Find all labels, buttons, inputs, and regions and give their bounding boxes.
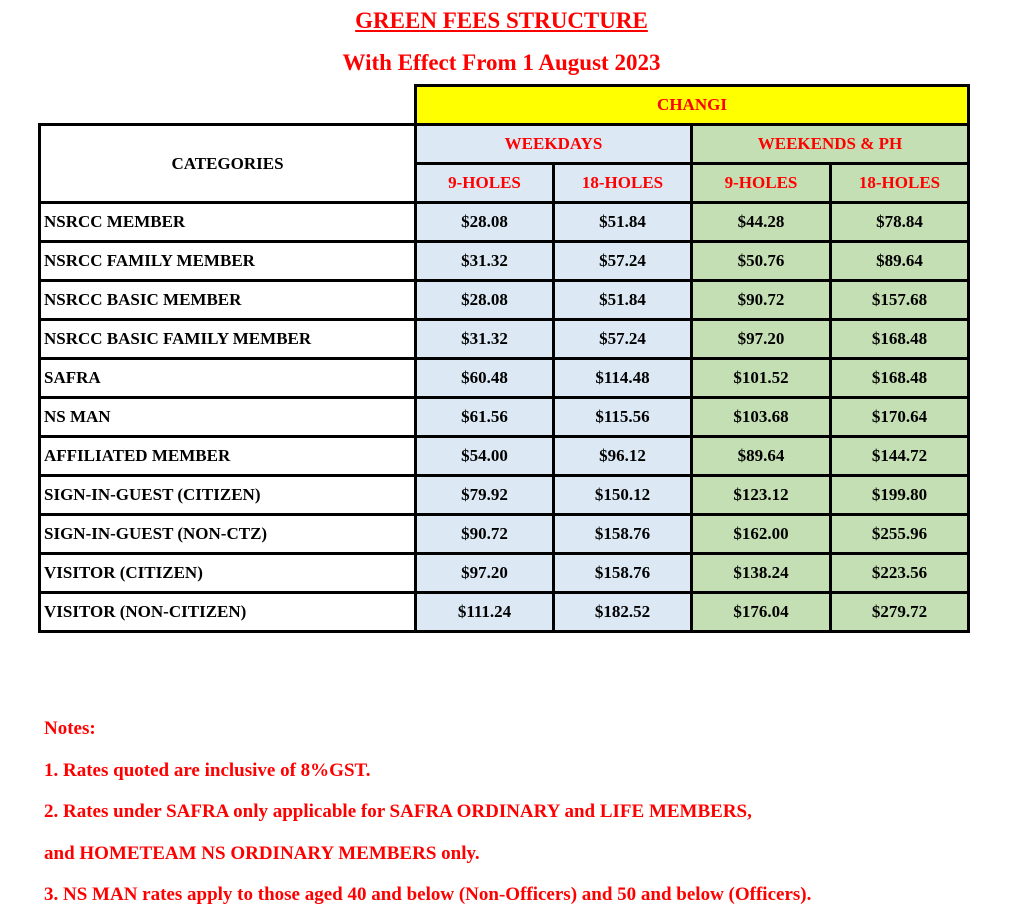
table-row: [40, 476, 969, 515]
weekday-9-holes-header: 9-HOLES: [416, 164, 554, 203]
weekday-18-holes-fee: $158.76: [554, 515, 692, 554]
weekend-18-holes-fee: $170.64: [831, 398, 969, 437]
period-header-row: [40, 125, 969, 164]
weekend-18-holes-fee: $78.84: [831, 203, 969, 242]
blank-cell: [40, 86, 416, 125]
location-header-row: [40, 86, 969, 125]
category-cell: NSRCC BASIC FAMILY MEMBER: [40, 320, 416, 359]
weekday-18-holes-fee: $57.24: [554, 320, 692, 359]
weekday-18-holes-fee: $51.84: [554, 281, 692, 320]
weekday-9-holes-fee: $31.32: [416, 242, 554, 281]
note-line: and HOMETEAM NS ORDINARY MEMBERS only.: [44, 842, 480, 864]
weekend-9-holes-header: 9-HOLES: [692, 164, 831, 203]
category-cell: NSRCC MEMBER: [40, 203, 416, 242]
table-row: [40, 281, 969, 320]
green-fees-table: [38, 84, 970, 633]
weekdays-header: WEEKDAYS: [416, 125, 692, 164]
weekday-18-holes-fee: $51.84: [554, 203, 692, 242]
weekend-18-holes-fee: $168.48: [831, 320, 969, 359]
weekend-9-holes-fee: $97.20: [692, 320, 831, 359]
weekday-9-holes-fee: $60.48: [416, 359, 554, 398]
weekday-9-holes-fee: $31.32: [416, 320, 554, 359]
category-cell: NSRCC BASIC MEMBER: [40, 281, 416, 320]
weekday-9-holes-fee: $97.20: [416, 554, 554, 593]
weekday-18-holes-fee: $158.76: [554, 554, 692, 593]
categories-header: CATEGORIES: [40, 125, 416, 203]
category-cell: SIGN-IN-GUEST (CITIZEN): [40, 476, 416, 515]
weekend-9-holes-fee: $123.12: [692, 476, 831, 515]
weekends-header: WEEKENDS & PH: [692, 125, 969, 164]
weekend-18-holes-fee: $279.72: [831, 593, 969, 632]
weekend-9-holes-fee: $103.68: [692, 398, 831, 437]
weekday-18-holes-fee: $96.12: [554, 437, 692, 476]
page-title: GREEN FEES STRUCTURE: [355, 8, 648, 33]
weekday-9-holes-fee: $54.00: [416, 437, 554, 476]
page-subtitle: With Effect From 1 August 2023: [342, 50, 661, 75]
weekday-9-holes-fee: $90.72: [416, 515, 554, 554]
weekend-9-holes-fee: $89.64: [692, 437, 831, 476]
category-cell: VISITOR (CITIZEN): [40, 554, 416, 593]
table-row: [40, 593, 969, 632]
weekday-9-holes-fee: $61.56: [416, 398, 554, 437]
category-cell: SAFRA: [40, 359, 416, 398]
weekend-18-holes-fee: $223.56: [831, 554, 969, 593]
table-row: [40, 437, 969, 476]
table-row: [40, 554, 969, 593]
weekday-9-holes-fee: $111.24: [416, 593, 554, 632]
weekend-9-holes-fee: $90.72: [692, 281, 831, 320]
location-header: CHANGI: [416, 86, 969, 125]
notes-section: [44, 712, 1004, 920]
weekend-9-holes-fee: $50.76: [692, 242, 831, 281]
category-cell: SIGN-IN-GUEST (NON-CTZ): [40, 515, 416, 554]
table-row: [40, 203, 969, 242]
weekend-18-holes-fee: $168.48: [831, 359, 969, 398]
weekend-9-holes-fee: $138.24: [692, 554, 831, 593]
weekend-18-holes-fee: $89.64: [831, 242, 969, 281]
weekday-18-holes-fee: $182.52: [554, 593, 692, 632]
note-line: 3. NS MAN rates apply to those aged 40 and below (Non-Officers) and 50 and below (Officers).: [44, 884, 812, 905]
weekend-18-holes-header: 18-HOLES: [831, 164, 969, 203]
weekend-18-holes-fee: $144.72: [831, 437, 969, 476]
category-cell: AFFILIATED MEMBER: [40, 437, 416, 476]
category-cell: VISITOR (NON-CITIZEN): [40, 593, 416, 632]
weekend-9-holes-fee: $176.04: [692, 593, 831, 632]
table-row: [40, 359, 969, 398]
weekend-18-holes-fee: $255.96: [831, 515, 969, 554]
weekday-9-holes-fee: $28.08: [416, 203, 554, 242]
weekday-18-holes-fee: $57.24: [554, 242, 692, 281]
weekday-18-holes-fee: $115.56: [554, 398, 692, 437]
table-row: [40, 242, 969, 281]
table-row: [40, 320, 969, 359]
weekend-18-holes-fee: $199.80: [831, 476, 969, 515]
notes-heading: Notes:: [44, 718, 96, 739]
weekend-9-holes-fee: $44.28: [692, 203, 831, 242]
table-row: [40, 398, 969, 437]
weekend-9-holes-fee: $101.52: [692, 359, 831, 398]
note-line: 2. Rates under SAFRA only applicable for SAFRA ORDINARY and LIFE MEMBERS,: [44, 801, 752, 822]
weekday-9-holes-fee: $28.08: [416, 281, 554, 320]
weekday-18-holes-header: 18-HOLES: [554, 164, 692, 203]
weekday-18-holes-fee: $114.48: [554, 359, 692, 398]
table-row: [40, 515, 969, 554]
note-line: 1. Rates quoted are inclusive of 8%GST.: [44, 759, 371, 781]
weekend-9-holes-fee: $162.00: [692, 515, 831, 554]
weekday-18-holes-fee: $150.12: [554, 476, 692, 515]
weekend-18-holes-fee: $157.68: [831, 281, 969, 320]
category-cell: NS MAN: [40, 398, 416, 437]
category-cell: NSRCC FAMILY MEMBER: [40, 242, 416, 281]
weekday-9-holes-fee: $79.92: [416, 476, 554, 515]
